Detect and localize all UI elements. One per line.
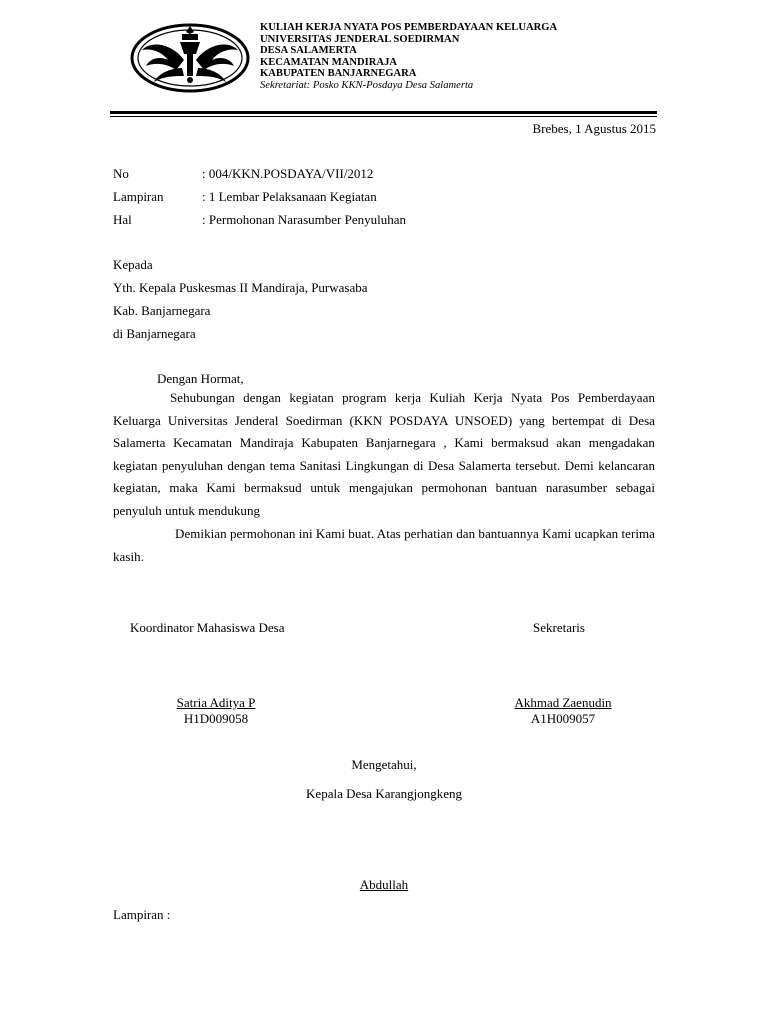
meta-value: : 004/KKN.POSDAYA/VII/2012 xyxy=(202,166,374,181)
greeting: Dengan Hormat, xyxy=(157,371,244,386)
recipient-line: di Banjarnegara xyxy=(113,326,196,341)
letter-date: Brebes, 1 Agustus 2015 xyxy=(532,121,656,136)
letterhead-divider xyxy=(110,111,657,114)
letterhead-text xyxy=(260,22,557,91)
letterhead-divider-thin xyxy=(110,116,657,117)
university-emblem-icon xyxy=(124,18,256,96)
meta-key: Lampiran xyxy=(113,189,164,204)
meta-key: Hal xyxy=(113,212,132,227)
left-signatory-id: H1D009058 xyxy=(183,711,249,726)
meta-key: No xyxy=(113,166,129,181)
recipient-line: Kepada xyxy=(113,257,153,272)
right-signatory-role: Sekretaris xyxy=(533,620,585,635)
acknowledgement-name-wrap xyxy=(0,877,768,893)
letterhead-secretariat: Sekretariat: Posko KKN-Posdaya Desa Salamerta xyxy=(260,79,474,91)
recipient-line: Yth. Kepala Puskesmas II Mandiraja, Purwasaba xyxy=(113,280,368,295)
letterhead-line: UNIVERSITAS JENDERAL SOEDIRMAN xyxy=(260,33,460,45)
letterhead-line: KULIAH KERJA NYATA POS PEMBERDAYAAN KELUARGA xyxy=(260,22,558,33)
meta-value: : Permohonan Narasumber Penyuluhan xyxy=(202,212,406,227)
letterhead-line: KECAMATAN MANDIRAJA xyxy=(260,56,398,68)
closing-paragraph: Demikian permohonan ini Kami buat. Atas perhatian dan bantuannya Kami ucapkan terima kasih. xyxy=(113,526,655,564)
right-signatory-name: Akhmad Zaenudin xyxy=(514,695,612,710)
left-signatory-name: Satria Aditya P xyxy=(176,695,256,710)
attachment-label: Lampiran : xyxy=(113,907,171,922)
left-signatory-block xyxy=(130,695,302,727)
meta-value: : 1 Lembar Pelaksanaan Kegiatan xyxy=(202,189,377,204)
right-signatory-block xyxy=(503,695,623,727)
letterhead-line: KABUPATEN BANJARNEGARA xyxy=(260,68,417,79)
letterhead-line: DESA SALAMERTA xyxy=(260,45,357,56)
acknowledgement-role: Kepala Desa Karangjongkeng xyxy=(306,786,462,801)
left-signatory-role: Koordinator Mahasiswa Desa xyxy=(130,620,285,635)
right-signatory-id: A1H009057 xyxy=(530,711,596,726)
acknowledgement-label: Mengetahui, xyxy=(351,757,417,772)
body-paragraph: Sehubungan dengan kegiatan program kerja Kuliah Kerja Nyata Pos Pemberdayaan Keluarga Universitas Jenderal Soedirman (KKN POSDAYA UNSOED) yang bertempat di Desa Salamerta Kecamatan Mandiraja Kabupaten Banjarnegara , Kami bermaksud akan mengadakan kegiatan penyuluhan dengan tema Sanitasi Lingkungan di Desa Salamerta tersebut. Demi kelancaran kegiatan, maka Kami bermaksud untuk mengajukan permohonan bantuan narasumber sebagai penyuluh untuk mendukung xyxy=(113,390,655,518)
recipient-line: Kab. Banjarnegara xyxy=(113,303,211,318)
acknowledgement-name: Abdullah xyxy=(359,877,409,892)
